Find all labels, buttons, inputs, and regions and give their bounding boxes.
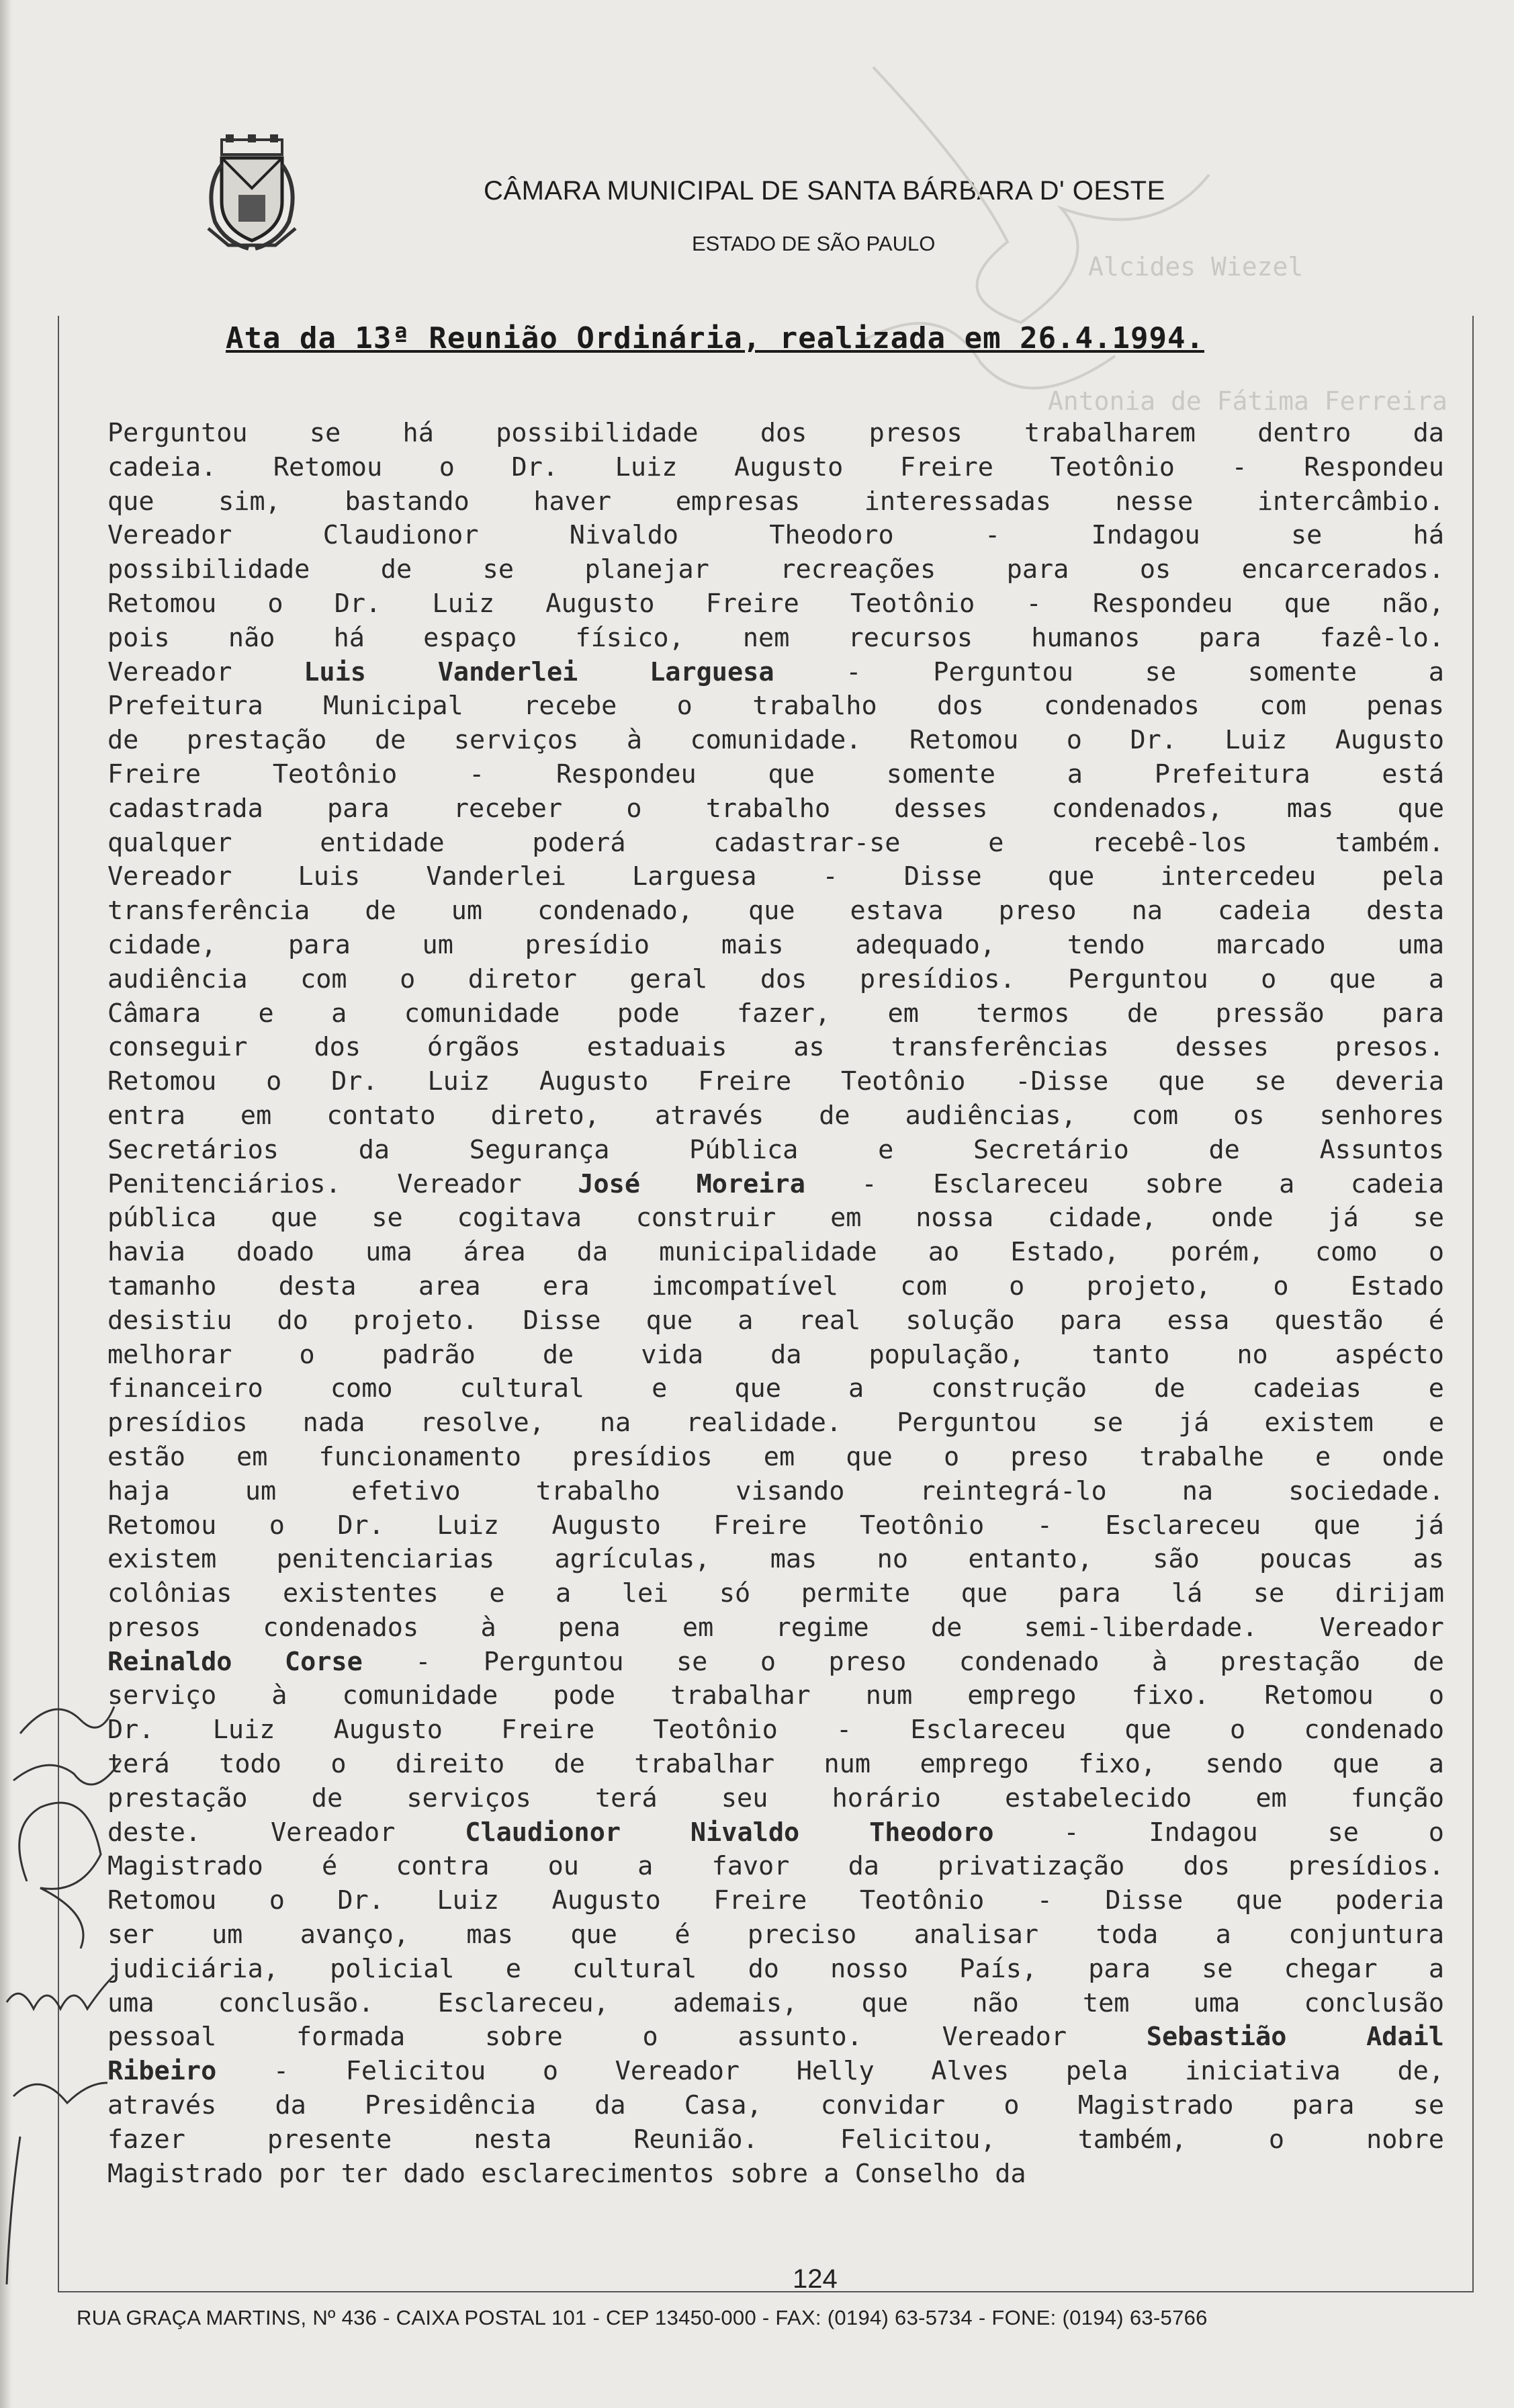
text-line — [107, 1406, 1444, 1440]
text-segment: pessoal formada sobre o assunto. Vereador — [107, 2022, 1147, 2053]
text-line — [107, 792, 1444, 826]
text-line — [107, 1645, 1444, 1680]
text-segment: Freire Teotônio - Respondeu que somente a Prefeitura está — [107, 759, 1444, 789]
text-segment: entra em contato direto, através de audiências, com os senhores — [107, 1100, 1444, 1131]
text-segment: cadeia. Retomou o Dr. Luiz Augusto Freire Teotônio - Respondeu — [107, 452, 1444, 482]
text-segment: conseguir dos órgãos estaduais as transferências desses presos. — [107, 1032, 1444, 1063]
minutes-body-text — [107, 417, 1444, 2191]
text-segment: - Felicitou o Vereador Helly Alves pela iniciativa de, — [216, 2056, 1444, 2087]
page-number: 124 — [793, 2264, 838, 2294]
text-line — [107, 689, 1444, 724]
faint-signature-name: Alcides Wiezel — [1088, 252, 1304, 282]
text-segment: Retomou o Dr. Luiz Augusto Freire Teotônio -Disse que se deveria — [107, 1066, 1444, 1097]
text-line — [107, 1679, 1444, 1713]
text-line — [107, 587, 1444, 621]
text-line — [107, 860, 1444, 894]
page-frame-bottom — [58, 2291, 1474, 2292]
text-segment: judiciária, policial e cultural do nosso País, para se chegar a — [107, 1953, 1444, 1984]
text-line — [107, 1270, 1444, 1304]
text-segment: pois não há espaço físico, nem recursos humanos para fazê-lo. — [107, 622, 1444, 653]
text-segment: - Esclareceu sobre a cadeia — [805, 1168, 1444, 1199]
text-segment: - Perguntou se somente a — [774, 656, 1444, 687]
text-segment: havia doado uma área da municipalidade ao Estado, porém, como o — [107, 1237, 1444, 1268]
text-segment: Vereador — [107, 656, 304, 687]
text-line — [107, 2020, 1444, 2055]
text-segment: qualquer entidade poderá cadastrar-se e recebê-los também. — [107, 827, 1444, 858]
text-line — [107, 1543, 1444, 1577]
text-line — [107, 1338, 1444, 1373]
text-segment: desistiu do projeto. Disse que a real solução para essa questão é — [107, 1305, 1444, 1336]
text-segment: tamanho desta area era imcompatível com o projeto, o Estado — [107, 1271, 1444, 1301]
text-line — [107, 1748, 1444, 1782]
text-segment: Magistrado por ter dado esclarecimentos sobre a Conselho da — [107, 2158, 1026, 2189]
text-line — [107, 1236, 1444, 1270]
text-segment: terá todo o direito de trabalhar num emprego fixo, sendo que a — [107, 1749, 1444, 1780]
text-line — [107, 1816, 1444, 1850]
text-segment: fazer presente nesta Reunião. Felicitou, também, o nobre — [107, 2124, 1444, 2155]
chamber-name: CÂMARA MUNICIPAL DE SANTA BÁRBARA D' OESTE — [484, 176, 1165, 206]
text-line — [107, 1440, 1444, 1475]
text-line — [107, 2055, 1444, 2089]
text-segment: Retomou o Dr. Luiz Augusto Freire Teotônio - Respondeu que não, — [107, 588, 1444, 619]
text-line — [107, 997, 1444, 1031]
speaker-name: Luis Vanderlei Larguesa — [304, 656, 774, 687]
text-segment: haja um efetivo trabalho visando reintegrá-lo na sociedade. — [107, 1475, 1444, 1506]
text-segment: cidade, para um presídio mais adequado, tendo marcado uma — [107, 929, 1444, 960]
text-segment: existem penitenciarias agrículas, mas no entanto, são poucas as — [107, 1544, 1444, 1575]
text-segment: Retomou o Dr. Luiz Augusto Freire Teotônio - Disse que poderia — [107, 1885, 1444, 1916]
text-line — [107, 1987, 1444, 2021]
text-line — [107, 1475, 1444, 1509]
text-line — [107, 1031, 1444, 1065]
text-segment: presos condenados à pena em regime de semi-liberdade. Vereador — [107, 1612, 1444, 1643]
text-segment: Prefeitura Municipal recebe o trabalho dos condenados com penas — [107, 691, 1444, 722]
text-segment: estão em funcionamento presídios em que o preso trabalhe e onde — [107, 1441, 1444, 1472]
text-line — [107, 1884, 1444, 1918]
text-segment: Secretários da Segurança Pública e Secretário de Assuntos — [107, 1134, 1444, 1165]
text-line — [107, 758, 1444, 792]
text-segment: que sim, bastando haver empresas interessadas nesse intercâmbio. — [107, 486, 1444, 517]
text-line — [107, 1168, 1444, 1202]
text-segment: Vereador Luis Vanderlei Larguesa - Disse que intercedeu pela — [107, 861, 1444, 892]
text-segment: - Indagou se o — [993, 1817, 1444, 1848]
text-line — [107, 621, 1444, 656]
text-line — [107, 1577, 1444, 1611]
text-line — [107, 963, 1444, 997]
text-line — [107, 1099, 1444, 1133]
text-segment: Câmara e a comunidade pode fazer, em termos de pressão para — [107, 998, 1444, 1029]
text-segment: Perguntou se há possibilidade dos presos trabalharem dentro da — [107, 418, 1444, 448]
speaker-name: José Moreira — [578, 1168, 805, 1199]
text-line — [107, 894, 1444, 929]
text-segment: melhorar o padrão de vida da população, tanto no aspécto — [107, 1339, 1444, 1370]
text-segment: ser um avanço, mas que é preciso analisar toda a conjuntura — [107, 1920, 1444, 1950]
speaker-name: Reinaldo Corse — [107, 1646, 363, 1677]
text-line — [107, 1304, 1444, 1338]
text-segment: colônias existentes e a lei só permite que para lá se dirijam — [107, 1578, 1444, 1609]
text-segment: audiência com o diretor geral dos presídios. Perguntou o que a — [107, 963, 1444, 994]
faint-signature-name: Antonia de Fátima Ferreira — [1048, 386, 1448, 416]
text-segment: Penitenciários. Vereador — [107, 1168, 578, 1199]
footer-address: RUA GRAÇA MARTINS, Nº 436 - CAIXA POSTAL 101 - CEP 13450-000 - FAX: (0194) 63-5734 - FONE: (0194) 63-5766 — [77, 2306, 1208, 2329]
text-line — [107, 1713, 1444, 1748]
text-line — [107, 1952, 1444, 1987]
text-segment: Vereador Claudionor Nivaldo Theodoro - Indagou se há — [107, 520, 1444, 551]
margin-signatures-icon — [0, 1693, 134, 2298]
text-segment: - Perguntou se o preso condenado à prestação de — [362, 1646, 1444, 1677]
text-segment: Magistrado é contra ou a favor da privatização dos presídios. — [107, 1851, 1444, 1882]
text-line — [107, 929, 1444, 963]
text-line — [107, 1782, 1444, 1816]
text-line — [107, 1372, 1444, 1406]
text-segment: através da Presidência da Casa, convidar o Magistrado para se — [107, 2090, 1444, 2121]
text-segment: pública que se cogitava construir em nossa cidade, onde já se — [107, 1203, 1444, 1234]
text-line — [107, 1611, 1444, 1645]
text-segment: transferência de um condenado, que estava preso na cadeia desta — [107, 896, 1444, 927]
speaker-name: Ribeiro — [107, 2056, 217, 2087]
text-line — [107, 1133, 1444, 1168]
municipal-coat-of-arms-icon — [202, 134, 302, 252]
page-frame-right — [1472, 316, 1474, 2291]
text-line — [107, 1201, 1444, 1236]
text-segment: presídios nada resolve, na realidade. Perguntou se já existem e — [107, 1408, 1444, 1438]
text-segment: prestação de serviços terá seu horário estabelecido em função — [107, 1782, 1444, 1813]
text-line — [107, 2123, 1444, 2157]
text-segment: Retomou o Dr. Luiz Augusto Freire Teotônio - Esclareceu que já — [107, 1510, 1444, 1541]
text-line — [107, 519, 1444, 553]
text-segment: serviço à comunidade pode trabalhar num emprego fixo. Retomou o — [107, 1680, 1444, 1711]
text-line — [107, 451, 1444, 485]
text-line — [107, 485, 1444, 519]
text-segment: uma conclusão. Esclareceu, ademais, que não tem uma conclusão — [107, 1987, 1444, 2018]
text-line — [107, 656, 1444, 690]
text-line — [107, 724, 1444, 758]
text-segment: Dr. Luiz Augusto Freire Teotônio - Esclareceu que o condenado — [107, 1715, 1444, 1746]
text-segment: financeiro como cultural e que a construção de cadeias e — [107, 1373, 1444, 1404]
text-line — [107, 1918, 1444, 1952]
text-line — [107, 1509, 1444, 1543]
minutes-title: Ata da 13ª Reunião Ordinária, realizada em 26.4.1994. — [226, 321, 1204, 355]
text-segment: de prestação de serviços à comunidade. Retomou o Dr. Luiz Augusto — [107, 725, 1444, 756]
text-line — [107, 1850, 1444, 1884]
text-line — [107, 826, 1444, 861]
text-segment: cadastrada para receber o trabalho desses condenados, mas que — [107, 793, 1444, 824]
text-line — [107, 2157, 1444, 2192]
text-segment: deste. Vereador — [107, 1817, 465, 1848]
faint-signature-scribble-icon — [806, 40, 1276, 443]
text-line — [107, 417, 1444, 451]
state-name: ESTADO DE SÃO PAULO — [692, 232, 936, 255]
text-line — [107, 553, 1444, 587]
speaker-name: Claudionor Nivaldo Theodoro — [465, 1817, 994, 1848]
text-segment: possibilidade de se planejar recreações para os encarcerados. — [107, 554, 1444, 585]
text-line — [107, 2089, 1444, 2123]
speaker-name: Sebastião Adail — [1146, 2022, 1444, 2053]
text-line — [107, 1065, 1444, 1099]
